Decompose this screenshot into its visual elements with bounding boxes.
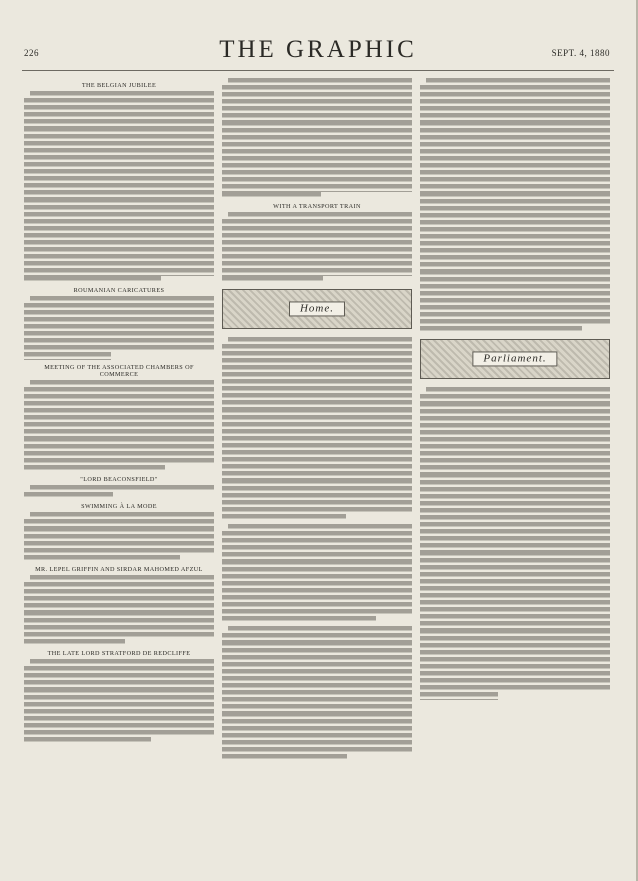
text-line <box>420 643 610 650</box>
text-line <box>24 611 214 618</box>
text-line <box>24 465 165 472</box>
text-line <box>420 522 610 529</box>
text-line <box>222 588 412 595</box>
text-line <box>24 603 214 610</box>
section-banner-title: Home. <box>289 301 345 316</box>
text-line <box>420 473 610 480</box>
text-line <box>420 508 610 515</box>
text-line <box>222 226 412 233</box>
text-line <box>222 240 412 247</box>
text-line <box>30 380 214 387</box>
text-line <box>222 121 412 128</box>
text-line <box>24 190 214 197</box>
text-line <box>420 536 610 543</box>
section-banner-illustration <box>222 289 412 329</box>
article-heading: MR. LEPEL GRIFFIN AND SIRDAR MAHOMED AFZUL <box>35 566 203 573</box>
page-number: 226 <box>24 48 39 58</box>
text-line <box>420 192 610 199</box>
text-line <box>420 416 610 423</box>
text-line <box>24 737 151 744</box>
text-line <box>24 589 214 596</box>
text-line <box>222 365 412 372</box>
text-line <box>420 99 610 106</box>
text-line <box>222 697 412 704</box>
text-line <box>24 429 214 436</box>
text-line <box>24 134 214 141</box>
text-line <box>222 733 412 740</box>
text-line <box>420 593 610 600</box>
text-line <box>222 531 412 538</box>
text-line <box>222 514 346 521</box>
text-line <box>420 394 610 401</box>
text-line <box>24 444 214 451</box>
text-line <box>222 560 412 567</box>
text-line <box>222 106 412 113</box>
text-line <box>24 233 214 240</box>
text-line <box>426 78 610 85</box>
text-line <box>420 480 610 487</box>
text-line <box>222 754 347 761</box>
article-heading: THE BELGIAN JUBILEE <box>81 82 157 89</box>
text-line <box>420 458 610 465</box>
text-line <box>24 176 214 183</box>
text-line <box>222 633 412 640</box>
article-body <box>24 512 214 562</box>
section-banner-illustration <box>420 339 610 379</box>
article-body <box>222 524 412 623</box>
text-line <box>24 198 214 205</box>
text-line <box>420 184 610 191</box>
text-line <box>420 607 610 614</box>
article-body <box>24 296 214 360</box>
text-line <box>24 212 214 219</box>
text-line <box>222 464 412 471</box>
text-line <box>30 485 214 492</box>
text-line <box>222 247 412 254</box>
text-line <box>222 128 412 135</box>
text-line <box>24 276 161 283</box>
text-line <box>420 262 610 269</box>
text-line <box>222 443 412 450</box>
text-line <box>24 582 214 589</box>
text-line <box>24 352 111 359</box>
article-heading: "LORD BEACONSFIELD" <box>80 475 158 483</box>
text-line <box>222 450 412 457</box>
text-line <box>222 276 323 283</box>
text-line <box>222 351 412 358</box>
text-line <box>222 500 412 507</box>
text-line <box>426 387 610 394</box>
text-line <box>420 494 610 501</box>
text-line <box>228 626 412 633</box>
text-line <box>222 609 412 616</box>
article-body <box>24 91 214 283</box>
article-heading: MEETING OF THE ASSOCIATED CHAMBERS OF COMMERCE <box>44 363 194 378</box>
text-line <box>420 444 610 451</box>
text-line <box>222 344 412 351</box>
text-line <box>222 85 412 92</box>
text-line <box>30 659 214 666</box>
text-line <box>222 726 412 733</box>
text-line <box>30 512 214 519</box>
text-line <box>420 326 582 333</box>
text-line <box>420 199 610 206</box>
text-line <box>222 254 412 261</box>
article-body <box>420 78 610 333</box>
text-line <box>420 657 610 664</box>
text-line <box>420 402 610 409</box>
article-body <box>24 659 214 744</box>
text-line <box>24 254 214 261</box>
text-line <box>222 219 412 226</box>
text-line <box>222 92 412 99</box>
text-line <box>222 457 412 464</box>
text-line <box>228 78 412 85</box>
text-line <box>24 183 214 190</box>
text-line <box>24 148 214 155</box>
text-line <box>420 430 610 437</box>
text-line <box>222 429 412 436</box>
text-line <box>24 162 214 169</box>
text-line <box>222 690 412 697</box>
text-line <box>24 310 214 317</box>
text-line <box>420 451 610 458</box>
text-line <box>228 524 412 531</box>
text-line <box>222 422 412 429</box>
text-line <box>24 723 214 730</box>
text-line <box>420 248 610 255</box>
text-line <box>420 277 610 284</box>
text-line <box>24 169 214 176</box>
text-line <box>24 519 214 526</box>
text-line <box>222 567 412 574</box>
text-line <box>222 149 412 156</box>
column-middle <box>222 78 412 868</box>
text-line <box>420 692 498 699</box>
text-line <box>222 471 412 478</box>
text-line <box>222 192 321 199</box>
text-line <box>420 558 610 565</box>
text-line <box>420 128 610 135</box>
text-line <box>222 436 412 443</box>
text-line <box>420 213 610 220</box>
article-heading: SWIMMING À LA MODE <box>81 503 157 511</box>
text-line <box>420 312 610 319</box>
article-body <box>420 387 610 699</box>
text-line <box>222 740 412 747</box>
text-line <box>222 552 412 559</box>
text-line <box>222 393 412 400</box>
issue-date: SEPT. 4, 1880 <box>551 48 610 58</box>
text-line <box>222 545 412 552</box>
text-line <box>24 702 214 709</box>
text-line <box>24 618 214 625</box>
text-line <box>24 345 214 352</box>
article-heading: THE LATE LORD STRATFORD DE REDCLIFFE <box>47 650 191 658</box>
section-banner-title: Parliament. <box>472 352 557 367</box>
text-line <box>24 119 214 126</box>
text-line <box>24 492 113 499</box>
text-line <box>24 451 214 458</box>
text-line <box>24 317 214 324</box>
text-line <box>24 387 214 394</box>
text-line <box>420 163 610 170</box>
text-line <box>222 574 412 581</box>
text-line <box>222 648 412 655</box>
text-line <box>24 555 180 562</box>
text-line <box>222 479 412 486</box>
text-line <box>420 234 610 241</box>
text-line <box>24 240 214 247</box>
text-line <box>222 177 412 184</box>
text-line <box>420 671 610 678</box>
text-line <box>420 529 610 536</box>
text-line <box>24 394 214 401</box>
text-line <box>420 572 610 579</box>
text-line <box>420 220 610 227</box>
text-line <box>420 177 610 184</box>
text-line <box>420 156 610 163</box>
text-line <box>222 655 412 662</box>
text-line <box>222 415 412 422</box>
text-line <box>420 142 610 149</box>
text-line <box>222 135 412 142</box>
text-line <box>222 372 412 379</box>
text-line <box>24 338 214 345</box>
text-line <box>24 632 214 639</box>
text-line <box>24 527 214 534</box>
text-line <box>30 296 214 303</box>
text-line <box>420 121 610 128</box>
text-line <box>420 255 610 262</box>
text-line <box>228 337 412 344</box>
text-line <box>420 241 610 248</box>
text-line <box>420 284 610 291</box>
text-line <box>24 98 214 105</box>
text-line <box>420 149 610 156</box>
masthead-title: THE GRAPHIC <box>219 36 417 63</box>
text-line <box>420 515 610 522</box>
text-line <box>24 673 214 680</box>
text-line <box>420 621 610 628</box>
text-line <box>222 507 412 514</box>
text-line <box>24 730 214 737</box>
text-line <box>420 92 610 99</box>
text-line <box>24 303 214 310</box>
article-body <box>222 78 412 199</box>
article-body <box>24 575 214 646</box>
text-line <box>24 205 214 212</box>
text-line <box>24 268 214 275</box>
text-line <box>24 155 214 162</box>
text-line <box>420 614 610 621</box>
text-line <box>420 650 610 657</box>
text-line <box>24 127 214 134</box>
text-line <box>24 226 214 233</box>
text-line <box>24 105 214 112</box>
text-line <box>222 379 412 386</box>
text-line <box>30 91 214 98</box>
text-line <box>24 639 125 646</box>
article-heading: WITH A TRANSPORT TRAIN <box>273 202 361 210</box>
text-line <box>222 113 412 120</box>
text-line <box>222 676 412 683</box>
text-line <box>24 261 214 268</box>
text-line <box>420 487 610 494</box>
text-line <box>420 600 610 607</box>
text-line <box>228 212 412 219</box>
article-body <box>222 337 412 521</box>
text-line <box>420 291 610 298</box>
text-line <box>420 551 610 558</box>
text-line <box>222 538 412 545</box>
text-line <box>420 579 610 586</box>
text-line <box>420 636 610 643</box>
text-line <box>420 135 610 142</box>
text-line <box>420 409 610 416</box>
text-line <box>24 688 214 695</box>
text-line <box>420 465 610 472</box>
text-line <box>222 602 412 609</box>
text-line <box>222 99 412 106</box>
article-body <box>24 380 214 472</box>
text-line <box>24 625 214 632</box>
text-line <box>222 184 412 191</box>
text-line <box>420 423 610 430</box>
text-line <box>24 458 214 465</box>
text-line <box>222 704 412 711</box>
text-line <box>420 437 610 444</box>
text-line <box>420 543 610 550</box>
text-line <box>24 422 214 429</box>
text-line <box>24 709 214 716</box>
text-line <box>420 270 610 277</box>
text-line <box>420 206 610 213</box>
text-line <box>420 501 610 508</box>
text-line <box>24 112 214 119</box>
text-line <box>420 678 610 685</box>
text-line <box>222 268 412 275</box>
text-line <box>420 227 610 234</box>
text-line <box>222 683 412 690</box>
text-line <box>24 534 214 541</box>
text-line <box>222 641 412 648</box>
text-line <box>222 493 412 500</box>
text-line <box>222 616 376 623</box>
text-line <box>222 142 412 149</box>
text-line <box>24 437 214 444</box>
text-line <box>222 386 412 393</box>
text-line <box>24 401 214 408</box>
text-line <box>24 141 214 148</box>
text-line <box>30 575 214 582</box>
text-line <box>420 685 610 692</box>
text-line <box>222 163 412 170</box>
text-line <box>222 358 412 365</box>
text-line <box>222 408 412 415</box>
column-left <box>24 78 214 868</box>
text-line <box>222 486 412 493</box>
page-header <box>0 0 636 86</box>
text-line <box>24 415 214 422</box>
article-body <box>24 485 214 499</box>
text-line <box>24 695 214 702</box>
text-line <box>24 548 214 555</box>
text-line <box>222 719 412 726</box>
text-line <box>420 85 610 92</box>
text-line <box>420 586 610 593</box>
text-line <box>24 247 214 254</box>
header-rule <box>22 70 614 71</box>
text-line <box>24 324 214 331</box>
text-line <box>420 565 610 572</box>
text-line <box>420 664 610 671</box>
text-line <box>222 400 412 407</box>
text-line <box>222 712 412 719</box>
text-line <box>222 747 412 754</box>
text-line <box>24 680 214 687</box>
text-line <box>420 106 610 113</box>
text-line <box>24 716 214 723</box>
article-body <box>222 212 412 283</box>
text-line <box>222 233 412 240</box>
article-heading: ROUMANIAN CARICATURES <box>73 286 165 294</box>
text-line <box>222 581 412 588</box>
text-line <box>24 596 214 603</box>
text-line <box>24 408 214 415</box>
text-line <box>222 595 412 602</box>
text-line <box>222 156 412 163</box>
text-line <box>24 331 214 338</box>
text-line <box>222 261 412 268</box>
text-line <box>420 305 610 312</box>
text-line <box>420 319 610 326</box>
text-line <box>222 662 412 669</box>
text-line <box>24 666 214 673</box>
article-body <box>222 626 412 761</box>
text-line <box>420 629 610 636</box>
text-line <box>24 541 214 548</box>
text-line <box>222 170 412 177</box>
text-line <box>420 113 610 120</box>
text-line <box>24 219 214 226</box>
text-line <box>222 669 412 676</box>
column-right <box>420 78 610 868</box>
text-line <box>420 170 610 177</box>
text-line <box>420 298 610 305</box>
